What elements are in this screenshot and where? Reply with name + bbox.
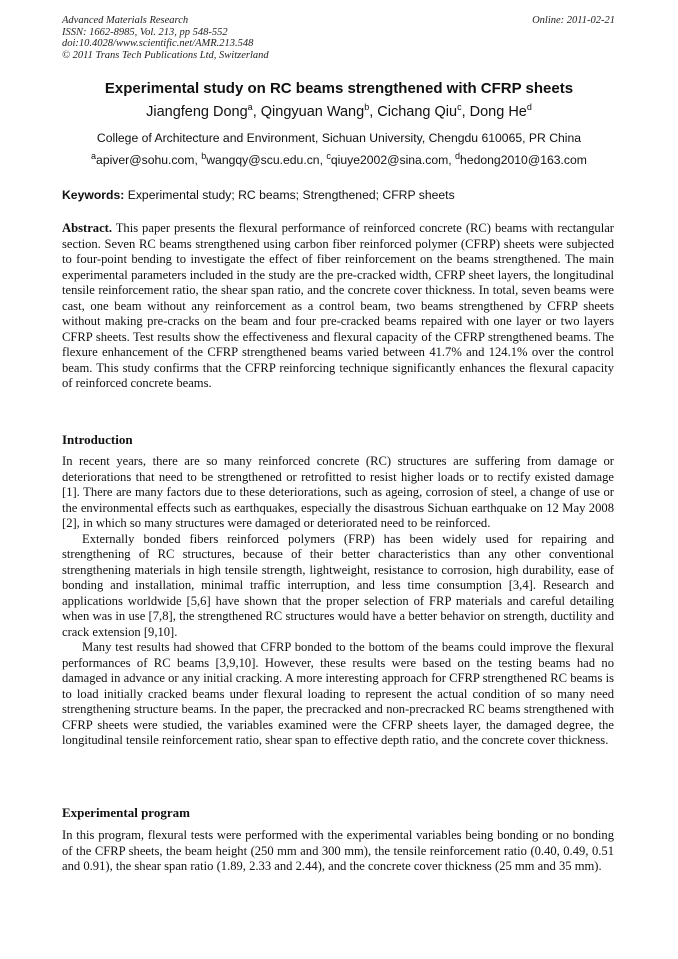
abstract-label: Abstract. — [62, 221, 113, 235]
author: Jiangfeng Dong$^a$, — [146, 102, 261, 120]
paragraph: In recent years, there are so many reinforced concrete (RC) structures are suffering from damage or deteriorations that need to be strengthened or retrofitted to resist higher loads or to rectify existed damage [1]. There are many factors due to these deteriorations, such as ageing, corrosion of steel, a change of use or the environmental effects such as earthquakes, especially the disastrous Sichuan earthquake on 12 May 2008 [2], in which so many structures were damaged or deteriorated need to be reinforced. — [62, 454, 614, 530]
doi-line: doi:10.4028/www.scientific.net/AMR.213.548 — [62, 38, 254, 50]
author: Cichang Qiu$^c$, — [377, 102, 470, 120]
author: Dong He$^d$ — [469, 102, 532, 120]
online-date: Online: 2011-02-21 — [532, 15, 615, 26]
section-heading-introduction: Introduction — [62, 432, 133, 447]
keywords-label: Keywords: — [62, 188, 125, 202]
journal-name: Advanced Materials Research — [62, 15, 189, 26]
email-entry[interactable]: $^b$wangqy@scu.edu.cn, — [201, 150, 327, 167]
email-entry[interactable]: $^a$apiver@sohu.com, — [91, 150, 202, 167]
issn-line: ISSN: 1662-8985, Vol. 213, pp 548-552 — [62, 26, 228, 38]
section-heading-experimental: Experimental program — [62, 805, 190, 820]
email-entry[interactable]: $^d$hedong2010@163.com — [455, 150, 587, 167]
journal-header — [62, 15, 269, 61]
abstract — [62, 221, 614, 392]
experimental-body — [62, 828, 614, 875]
keywords-text: Experimental study; RC beams; Strengthened; CFRP sheets — [127, 188, 455, 202]
paper-title: Experimental study on RC beams strengthened with CFRP sheets — [104, 80, 574, 97]
email-list — [0, 150, 678, 167]
author: Qingyuan Wang$^b$, — [260, 102, 378, 120]
copyright-line: © 2011 Trans Tech Publications Ltd, Switzerland — [62, 49, 269, 61]
paragraph: Many test results had showed that CFRP bonded to the bottom of the beams could improve the flexural performances of RC beams [3,9,10]. However, these results were based on the testing beams had no damaged in advance or any initial cracking. A more interesting approach for CFRP strengthened RC beams is to load initially cracked beams under flexural loading to represent the actual condition of so many need strengthening structure beams. In the paper, the precracked and non-precracked RC beams strengthened with CFRP sheets were studied, the variables examined were the CFRP sheets layer, the damaged degree, the longitudinal tensile reinforcement ratio, shear span to effective depth ratio, and the concrete cover thickness. — [62, 640, 614, 747]
introduction-body — [62, 454, 614, 749]
paragraph: In this program, flexural tests were performed with the experimental variables being bonding or no bonding of the CFRP sheets, the beam height (250 mm and 300 mm), the tensile reinforcement ratio (0.40, 0.49, 0.51 and 0.91), the shear span ratio (1.89, 2.33 and 2.44), and the concrete cover thickness (25 mm and 35 mm). — [62, 828, 614, 873]
affiliation: College of Architecture and Environment, Sichuan University, Chengdu 610065, PR China — [96, 131, 582, 145]
abstract-text: This paper presents the flexural performance of reinforced concrete (RC) beams with rectangular section. Seven RC beams strengthened using carbon fiber reinforced polymer (CFRP) sheets were subjected to four-point bending to investigate the effect of fiber reinforcement on the beams strengthened. The main experimental parameters included in the study are the pre-cracked width, CFRP sheet layers, the longitudinal tensile reinforcement ratio, the shear span ratio, and the concrete cover thickness. In total, seven beams were cast, one beam without any reinforcement as a control beam, two beams strengthened by CFRP sheets without making pre-cracks on the beam and four pre-cracked beams repaired with one layer or two layers CFRP sheets. Test results show the effectiveness and flexural capacity of the CFRP strengthened beams. The flexure enhancement of the CFRP strengthened beams varied between 41.7% and 124.1% over the control beam. This study confirms that the CFRP reinforcing technique significantly enhances the flexural capacity of reinforced concrete beams. — [62, 221, 615, 390]
email-entry[interactable]: $^c$qiuye2002@sina.com, — [326, 150, 456, 167]
paragraph: Externally bonded fibers reinforced polymers (FRP) has been widely used for repairing and strengthening of RC structures, because of their better characteristics than any other conventional strengthening materials in high tensile strength, lightweight, resistance to corrosion, high durability, ease of bonding and installation, minimal traffic interruption, and less time consumption [3,4]. Research and applications worldwide [5,6] have shown that the proper selection of FRP materials and careful detailing when was in use [7,8], the strengthened RC structures would have a better behavior on strength, ductility and crack extension [9,10]. — [62, 531, 614, 639]
author-list — [0, 104, 678, 120]
keywords — [62, 188, 455, 202]
